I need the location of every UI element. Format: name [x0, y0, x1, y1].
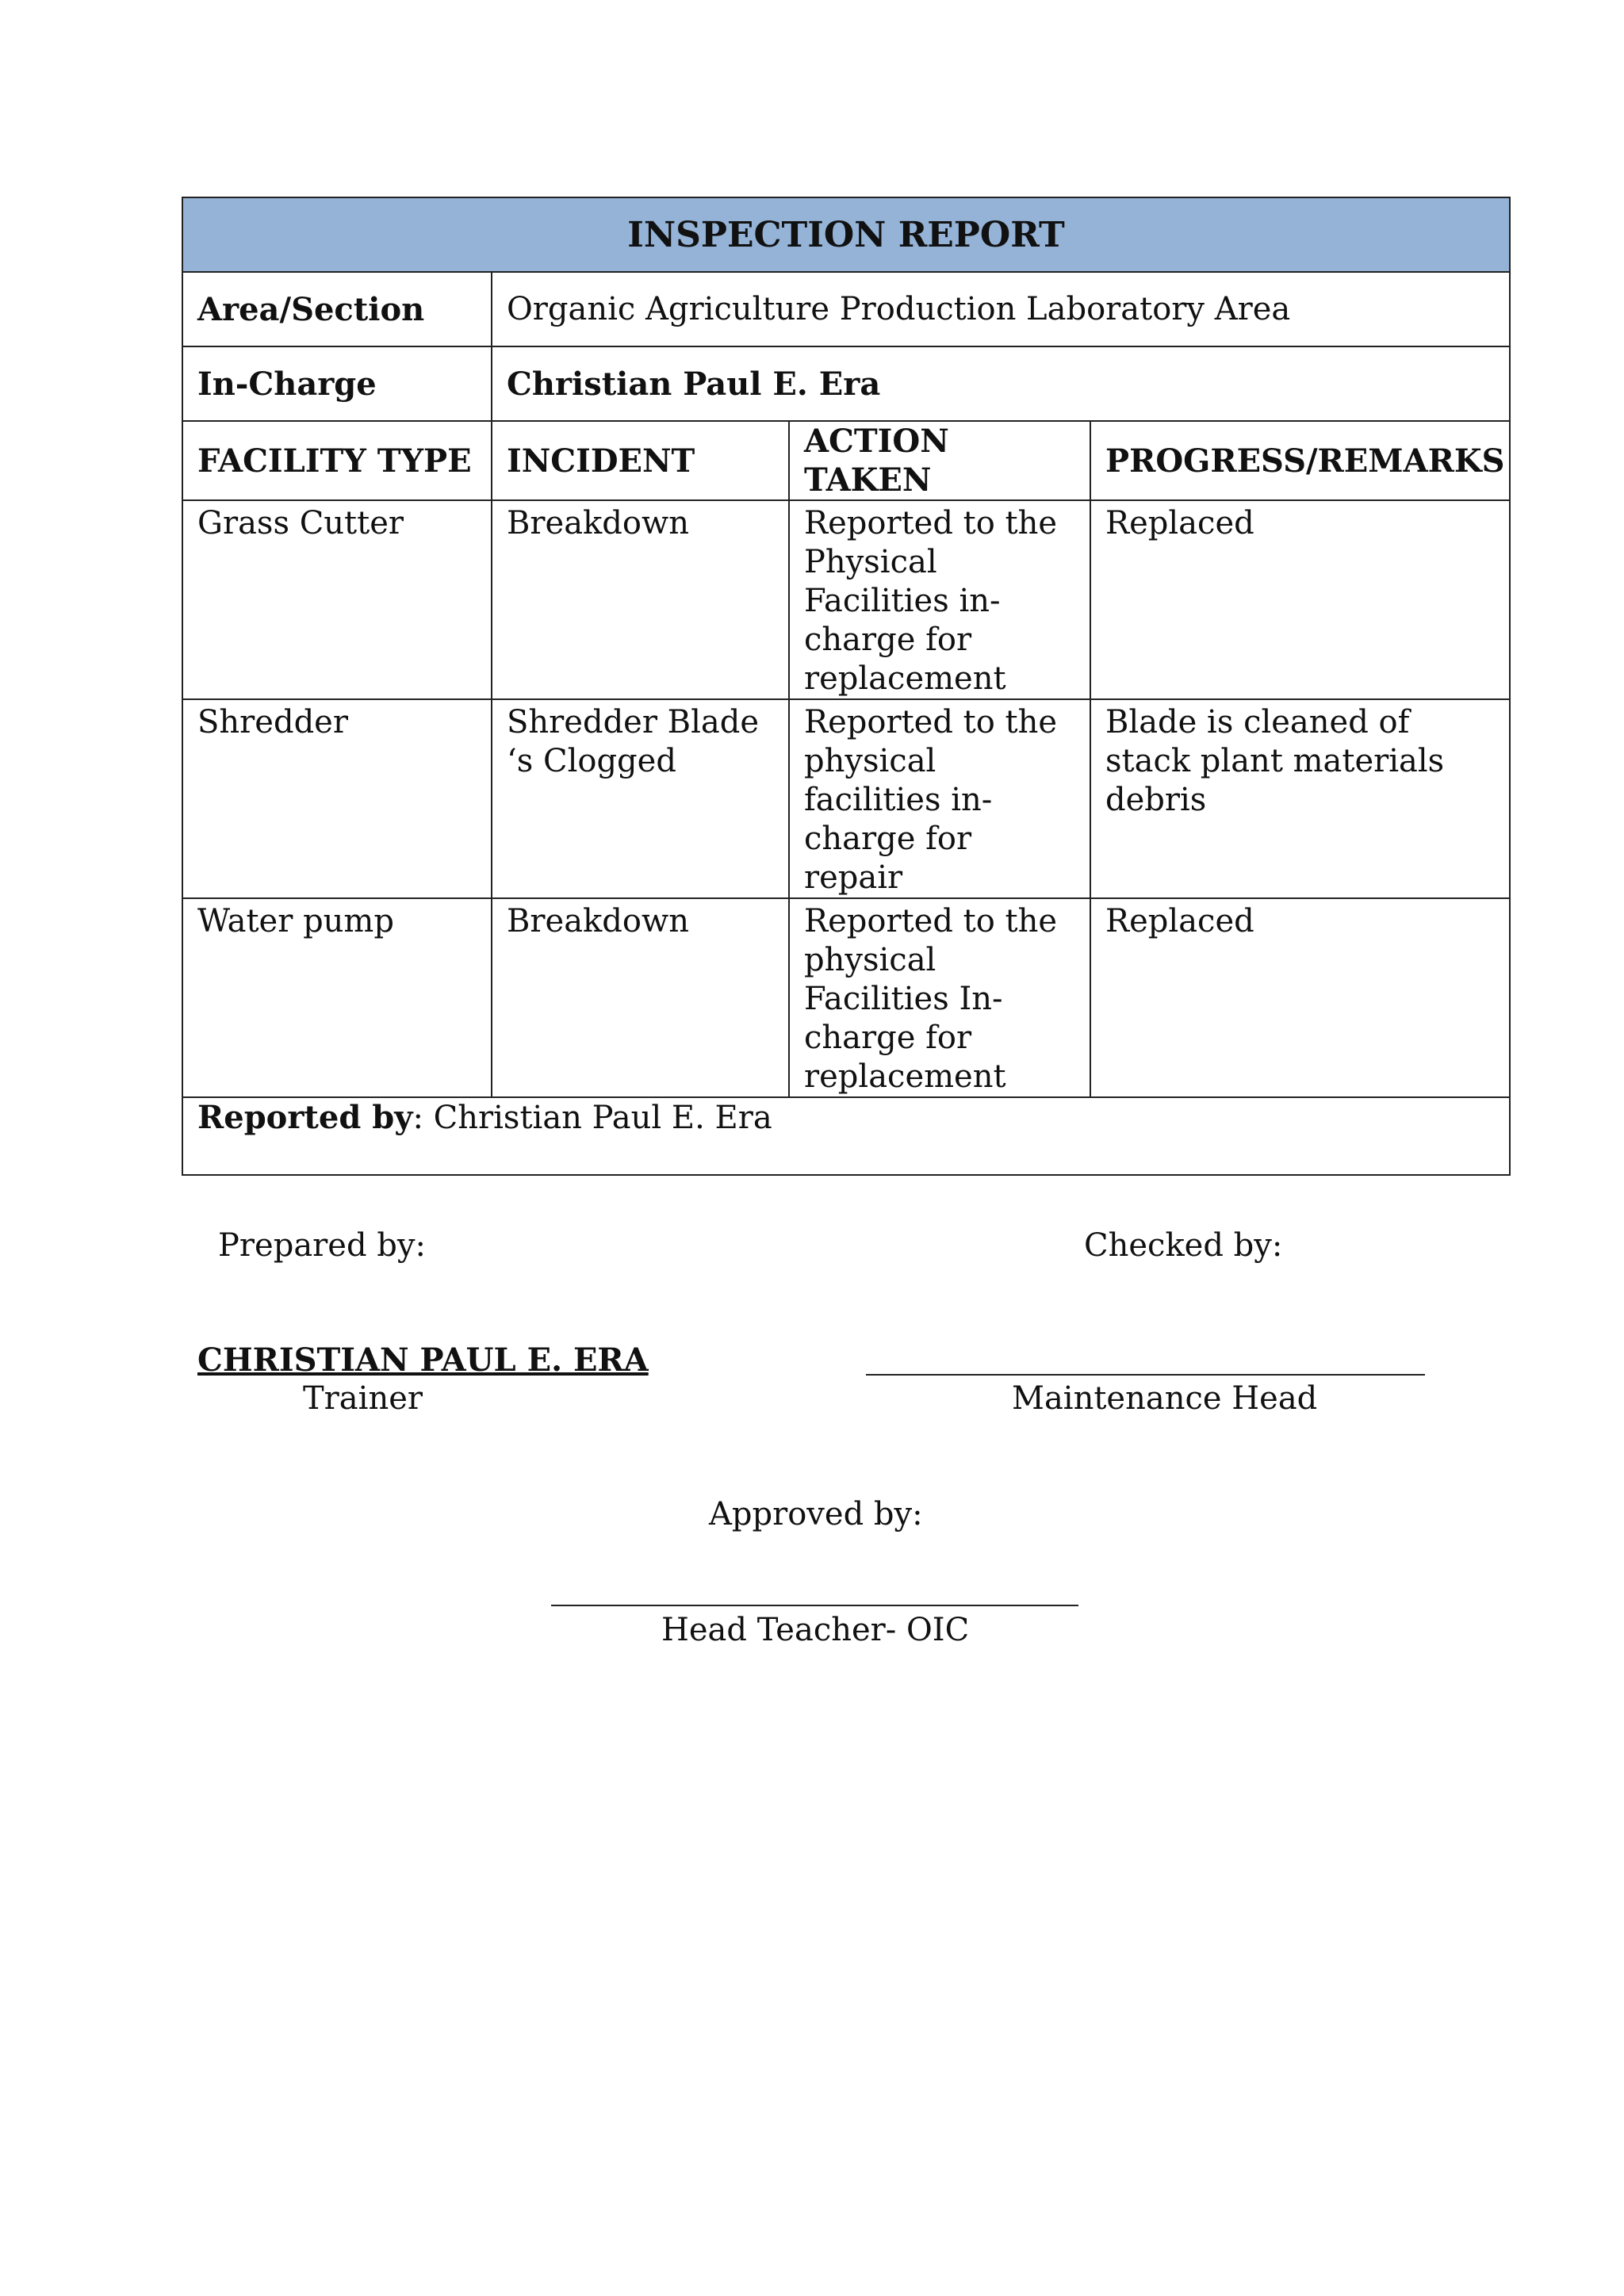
incident-cell: Shredder Blade ‘s Clogged [492, 699, 789, 898]
remarks-cell: Replaced [1090, 898, 1510, 1097]
reported-by-row [182, 1097, 1510, 1175]
in-charge-value: Christian Paul E. Era [492, 346, 1510, 421]
action-cell: Reported to the physical facilities in- charge for repair [789, 699, 1090, 898]
column-header-facility-type: FACILITY TYPE [182, 421, 492, 500]
reported-by-cell [182, 1097, 1510, 1175]
prepared-by-name: CHRISTIAN PAUL E. ERA [197, 1341, 649, 1379]
facility-cell: Water pump [182, 898, 492, 1097]
incident-cell: Breakdown [492, 898, 789, 1097]
remarks-cell: Blade is cleaned of stack plant materials debris [1090, 699, 1510, 898]
action-cell: Reported to the Physical Facilities in- charge for replacement [789, 500, 1090, 699]
table-row [182, 898, 1510, 1097]
approved-by-signature-line [551, 1605, 1078, 1606]
remarks-cell: Replaced [1090, 500, 1510, 699]
reported-by-value: : Christian Paul E. Era [412, 1100, 772, 1136]
in-charge-label: In-Charge [182, 346, 492, 421]
reported-by-label: Reported by [197, 1099, 413, 1136]
prepared-by-label: Prepared by: [218, 1227, 426, 1264]
column-header-action-taken: ACTION TAKEN [789, 421, 1090, 500]
checked-by-signature-line [866, 1374, 1425, 1376]
checked-by-label: Checked by: [1084, 1227, 1283, 1264]
facility-cell: Grass Cutter [182, 500, 492, 699]
approved-by-role: Head Teacher- OIC [661, 1612, 970, 1648]
area-section-label: Area/Section [182, 272, 492, 346]
facility-cell: Shredder [182, 699, 492, 898]
prepared-by-role: Trainer [303, 1380, 423, 1417]
action-cell: Reported to the physical Facilities In- charge for replacement [789, 898, 1090, 1097]
table-row [182, 699, 1510, 898]
column-header-progress-remarks: PROGRESS/REMARKS [1090, 421, 1510, 500]
incident-cell: Breakdown [492, 500, 789, 699]
area-section-value: Organic Agriculture Production Laboratory Area [492, 272, 1510, 346]
column-header-row [182, 421, 1510, 500]
checked-by-role: Maintenance Head [1012, 1380, 1318, 1417]
table-row [182, 500, 1510, 699]
inspection-report-table [182, 197, 1511, 1176]
column-header-incident: INCIDENT [492, 421, 789, 500]
approved-by-label: Approved by: [709, 1496, 923, 1533]
report-title: INSPECTION REPORT [182, 197, 1510, 272]
